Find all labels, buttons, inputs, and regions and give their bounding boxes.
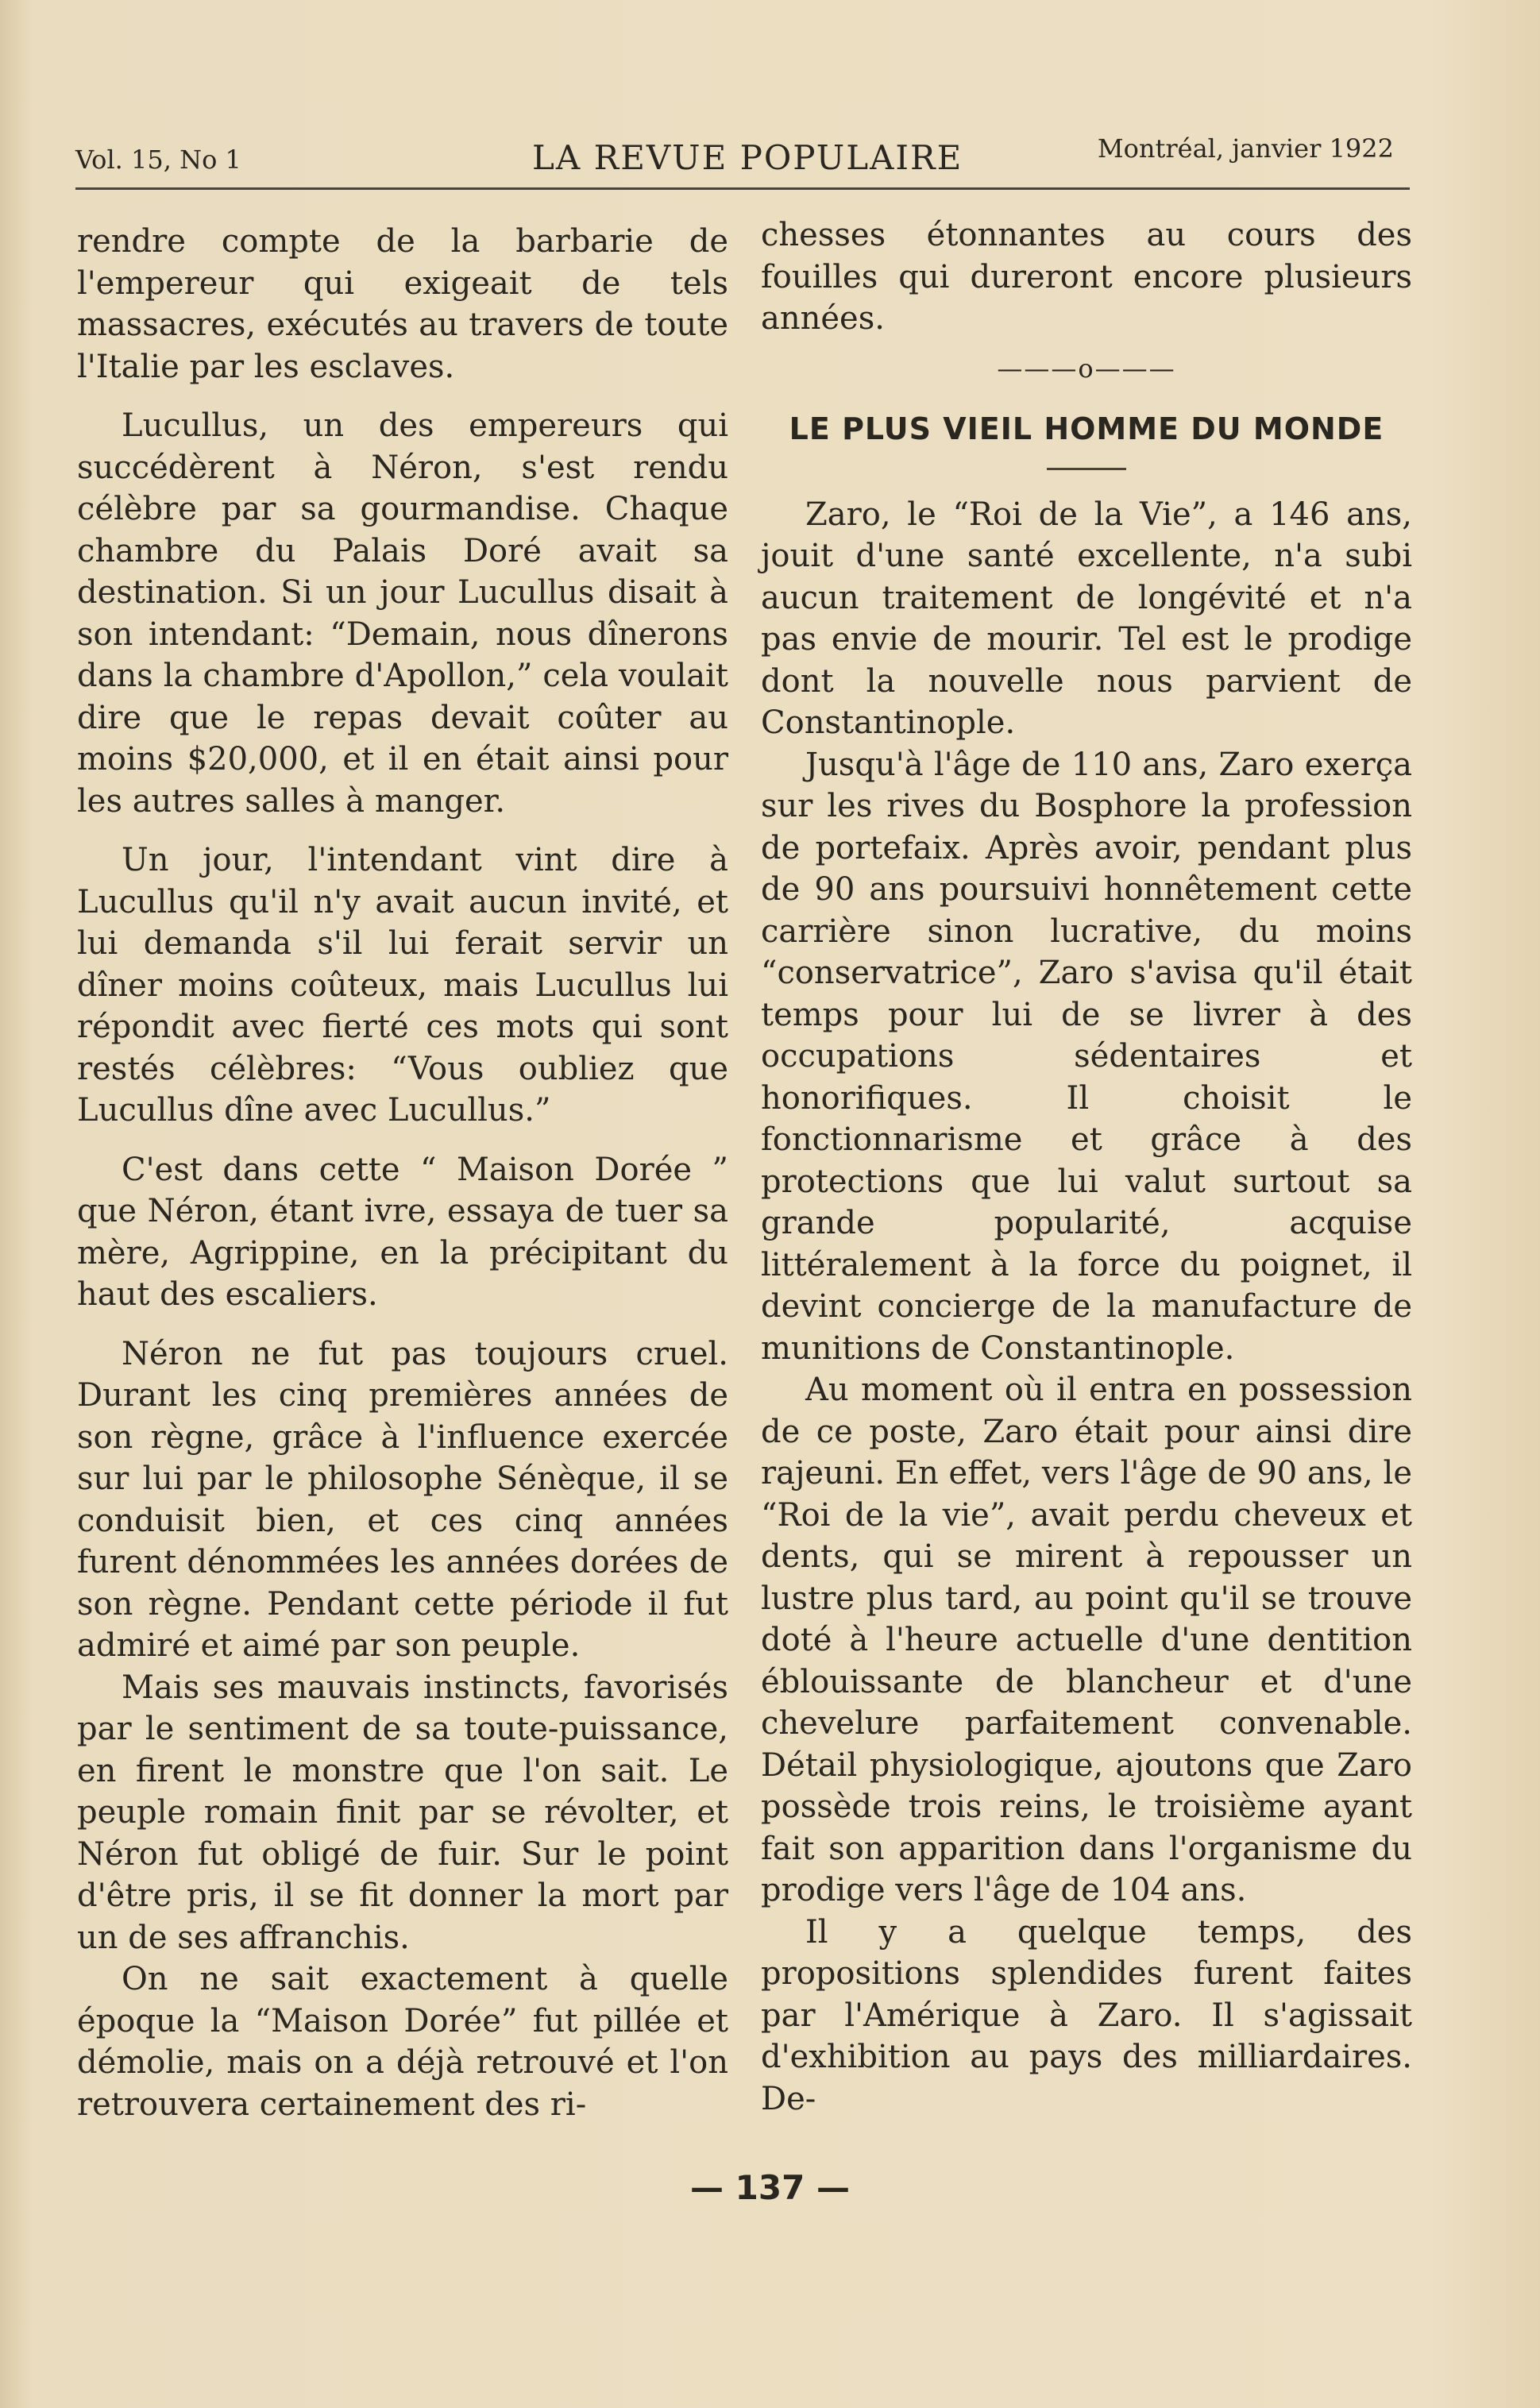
right-column (761, 214, 1412, 2120)
paragraph: Un jour, l'intendant vint dire à Lucullus qu'il n'y avait aucun invité, et lui demanda s'il lui ferait servir un dîner moins coûteux, mais Lucullus lui répondit avec fierté ces mots qui sont restés célèbres: “Vous oubliez que Lucullus dîne avec Lucullus.” (77, 842, 728, 1129)
volume-number: Vol. 15, No 1 (75, 145, 241, 175)
paragraph: rendre compte de la barbarie de l'empereur qui exigeait de tels massacres, exécutés au travers de toute l'Italie par les esclaves. (77, 223, 728, 385)
paragraph: Jusqu'à l'âge de 110 ans, Zaro exerça sur les rives du Bosphore la profession de portefaix. Après avoir, pendant plus de 90 ans poursuivi honnêtement cette carrière sinon lucrative, du moins “conservatrice”, Zaro s'avisa qu'il était temps pour lui de se livrer à des occupations sédentaires et honorifiques. Il choisit le fonctionnarisme et grâce à des protections que lui valut surtout sa grande popularité, acquise littéralement à la force du poignet, il devint concierge de la manufacture de munitions de Constantinople. (761, 746, 1412, 1367)
section-separator: ———o——— (997, 353, 1176, 384)
paragraph: C'est dans cette “ Maison Dorée ” que Néron, étant ivre, essaya de tuer sa mère, Agrippine, en la précipitant du haut des escaliers. (77, 1151, 728, 1313)
publication-title: LA REVUE POPULAIRE (532, 138, 963, 177)
paragraph: Zaro, le “Roi de la Vie”, a 146 ans, jouit d'une santé excellente, n'a subi aucun traitement de longévité et n'a pas envie de mourir. Tel est le prodige dont la nouvelle nous parvient de Constantinople. (761, 496, 1412, 741)
header-rule (75, 187, 1410, 190)
left-column (77, 221, 728, 2125)
page-header (75, 133, 1394, 181)
paragraph: Mais ses mauvais instincts, favorisés par le sentiment de sa toute-puissance, en firent le monstre que l'on sait. Le peuple romain finit par se révolter, et Néron fut obligé de fuir. Sur le point d'être pris, il se fit donner la mort par un de ses affranchis. (77, 1669, 728, 1956)
article-title: LE PLUS VIEIL HOMME DU MONDE (789, 411, 1384, 446)
issue-date: Montréal, janvier 1922 (1097, 133, 1394, 164)
paragraph: Au moment où il entra en possession de ce poste, Zaro était pour ainsi dire rajeuni. En effet, vers l'âge de 90 ans, le “Roi de la vie”, avait perdu cheveux et dents, qui se mirent à repousser un lustre plus tard, au point qu'il se trouve doté à l'heure actuelle d'une dentition éblouissante de blancheur et d'une chevelure parfaitement convenable. Détail physiologique, ajoutons que Zaro possède trois reins, le troisième ayant fait son apparition dans l'organisme du prodige vers l'âge de 104 ans. (761, 1372, 1412, 1908)
paragraph: Néron ne fut pas toujours cruel. Durant les cinq premières années de son règne, grâce à l'influence exercée sur lui par le philosophe Sénèque, il se conduisit bien, et ces cinq années furent dénommées les années dorées de son règne. Pendant cette période il fut admiré et aimé par son peuple. (77, 1335, 728, 1664)
paragraph: On ne sait exactement à quelle époque la “Maison Dorée” fut pillée et démolie, mais on a déjà retrouvé et l'on retrouvera certainement des ri- (77, 1961, 728, 2123)
paragraph: Il y a quelque temps, des propositions splendides furent faites par l'Amérique à Zaro. Il s'agissait d'exhibition au pays des milliardaires. De- (761, 1913, 1412, 2117)
page-number: — 137 — (690, 2168, 850, 2207)
continued-paragraph: chesses étonnantes au cours des fouilles qui dureront encore plusieurs années. (761, 217, 1412, 337)
title-rule (1047, 468, 1126, 470)
paragraph: Lucullus, un des empereurs qui succédèrent à Néron, s'est rendu célèbre par sa gourmandise. Chaque chambre du Palais Doré avait sa destination. Si un jour Lucullus disait à son intendant: “Demain, nous dînerons dans la chambre d'Apollon,” cela voulait dire que le repas devait coûter au moins $20,000, et il en était ainsi pour les autres salles à manger. (77, 407, 728, 820)
